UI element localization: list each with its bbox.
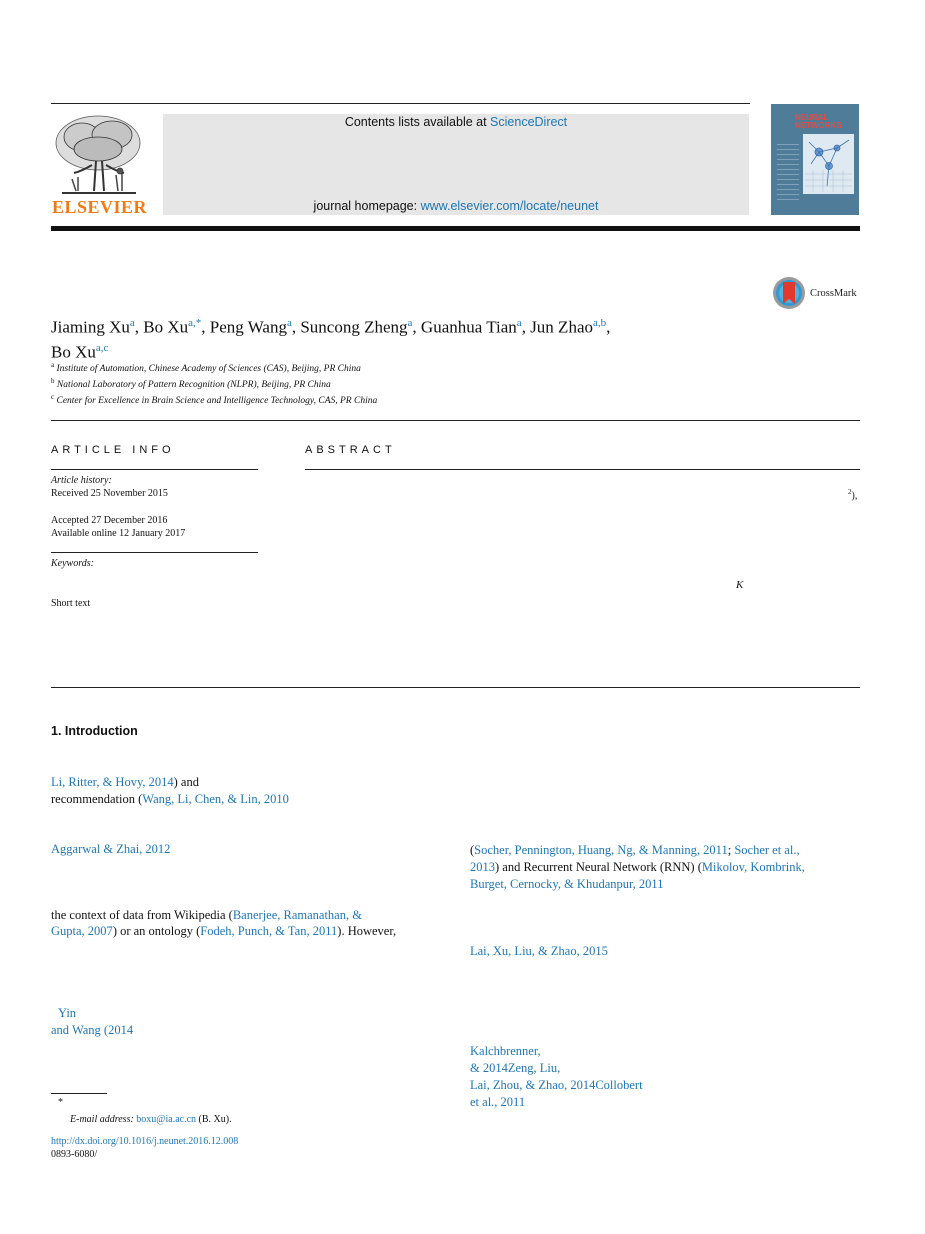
citation-link[interactable]: Lai, Xu, Liu, & Zhao, 2015 — [470, 944, 608, 958]
intro-line-4: the context of data from Wikipedia (Banerjee, Ramanathan, & — [51, 908, 362, 922]
citation-link[interactable]: and Wang (2014 — [51, 1023, 134, 1037]
citation-link[interactable]: Li, Ritter, & Hovy, 2014 — [51, 775, 174, 789]
contents-prefix: Contents lists available at — [344, 115, 491, 129]
right-line-1: (Socher, Pennington, Huang, Ng, & Manning, 2011; Socher et al., — [470, 843, 800, 857]
footnote-email: E-mail address: boxu@ia.ac.cn (B. Xu). — [70, 1114, 232, 1125]
author-name: Guanhua Tian — [420, 317, 517, 337]
citation-link[interactable]: Fodeh, Punch, & Tan, 2011 — [200, 924, 338, 938]
header-top-rule — [51, 103, 750, 104]
intro-line-3 — [51, 841, 170, 858]
abstract-k-symbol: K — [736, 579, 744, 591]
journal-homepage-link[interactable]: www.elsevier.com/locate/neunet — [420, 199, 599, 213]
journal-header-box — [163, 114, 749, 215]
crossmark-badge[interactable] — [772, 276, 862, 310]
intro-line-1: Li, Ritter, & Hovy, 2014) and — [51, 775, 199, 789]
affiliation-a: $^a$ Institute of Automation, Chinese Academy of Sciences (CAS), Beijing, PR China — [51, 361, 361, 375]
citation-link[interactable]: Gupta, 2007 — [51, 924, 113, 938]
citation-link[interactable]: Mikolov, Kombrink, — [701, 860, 805, 874]
author-name: Bo Xu — [51, 342, 96, 362]
crossmark-icon — [772, 276, 806, 310]
abstract-fragment: $^2$), — [848, 488, 858, 502]
doi-link[interactable]: http://dx.doi.org/10.1016/j.neunet.2016.12.008 — [51, 1136, 239, 1147]
citation-link[interactable]: Socher, Pennington, Huang, Ng, & Manning, 2011 — [474, 843, 728, 857]
right-line-7 — [470, 1077, 643, 1094]
citation-link[interactable]: Lai, Zhou, & Zhao, 2014Collobert — [470, 1078, 643, 1092]
journal-homepage-prefix: journal homepage: — [313, 199, 421, 213]
cover-illustration — [803, 134, 854, 194]
right-line-8 — [470, 1094, 525, 1111]
author-name: Jun Zhao — [530, 317, 593, 337]
sciencedirect-link[interactable]: ScienceDirect — [490, 115, 568, 129]
author-affil-sup[interactable]: a — [286, 317, 292, 329]
right-line-6 — [470, 1060, 560, 1077]
citation-link[interactable]: Wang, Li, Chen, & Lin, 2010 — [142, 792, 289, 806]
article-info-heading: ARTICLE INFO — [51, 444, 175, 456]
affiliation-rule — [51, 420, 860, 421]
author-affil-sup[interactable]: a,c — [95, 341, 109, 354]
author-affil-sup[interactable]: a — [516, 317, 522, 329]
keyword-item: Short text — [51, 598, 91, 609]
right-line-5 — [470, 1043, 541, 1060]
right-line-4 — [470, 943, 608, 960]
author-name: Suncong Zheng — [300, 317, 408, 337]
affiliation-b: $^b$ National Laboratory of Pattern Recognition (NLPR), Beijing, PR China — [51, 377, 331, 391]
intro-line-5: Gupta, 2007) or an ontology (Fodeh, Punch, & Tan, 2011). However, — [51, 924, 397, 938]
author-list: Jiaming Xu$^a$, Bo $Xu^{a,*}$, Peng Wang$^a$, Suncong Zheng$^a$, Guanhua Tian$^a$, Jun Zhao$^{a,b}$, Bo Xu$^{a,c}$ — [51, 317, 611, 362]
elsevier-wordmark: ELSEVIER — [52, 197, 148, 217]
contents-line — [163, 115, 749, 129]
cover-title: NEURAL NETWORKS — [795, 113, 842, 130]
citation-link[interactable]: Banerjee, Ramanathan, & — [232, 908, 362, 922]
author-affil-sup[interactable]: a — [407, 317, 413, 329]
citation-link[interactable]: Yin — [58, 1006, 77, 1020]
intro-line-2: recommendation (Wang, Li, Chen, & Lin, 2010 — [51, 792, 289, 806]
keywords-rule — [51, 552, 258, 553]
online-date: Available online 12 January 2017 — [51, 528, 186, 539]
footnote-rule — [51, 1093, 107, 1094]
author-name: Jiaming Xu — [51, 317, 130, 337]
article-info-rule — [51, 469, 258, 470]
keywords-label: Keywords: — [51, 558, 94, 569]
citation-link[interactable]: Aggarwal & Zhai, 2012 — [51, 842, 171, 856]
received-date: Received 25 November 2015 — [51, 488, 168, 499]
citation-link[interactable]: et al., 2011 — [470, 1095, 526, 1109]
author-affil-sup[interactable]: a,b — [592, 317, 607, 329]
intro-line-7 — [51, 1022, 133, 1039]
citation-link[interactable]: Burget, Cernocky, & Khudanpur, 2011 — [470, 877, 664, 891]
right-line-2: 2013) and Recurrent Neural Network (RNN) (Mikolov, Kombrink, — [470, 860, 805, 874]
author-affil-sup[interactable]: a — [129, 317, 135, 329]
crossmark-label: CrossMark — [810, 288, 857, 299]
affiliation-c: $^c$ Center for Excellence in Brain Science and Intelligence Technology, CAS, PR China — [51, 393, 378, 407]
issn-text: 0893-6080/ — [51, 1149, 98, 1160]
elsevier-tree-logo — [52, 113, 144, 197]
citation-link[interactable]: & 2014Zeng, Liu, — [470, 1061, 561, 1075]
introduction-heading: 1. Introduction — [51, 724, 138, 738]
abstract-bottom-rule — [51, 687, 860, 688]
author-name: Peng Wang — [209, 317, 287, 337]
journal-homepage-line — [163, 199, 749, 213]
citation-link[interactable]: Socher et al., — [734, 843, 800, 857]
author-affil-sup[interactable]: a,* — [188, 317, 202, 329]
abstract-rule — [305, 469, 860, 470]
cover-text-lines — [777, 144, 799, 204]
accepted-date: Accepted 27 December 2016 — [51, 515, 168, 526]
email-link[interactable]: boxu@ia.ac.cn — [136, 1114, 197, 1125]
citation-link[interactable]: Kalchbrenner, — [470, 1044, 541, 1058]
footnote-star: * — [58, 1097, 63, 1108]
header-bottom-rule — [51, 226, 860, 231]
citation-link[interactable]: 2013 — [470, 860, 495, 874]
abstract-heading: ABSTRACT — [305, 444, 396, 456]
neuron-illustration-icon — [803, 134, 854, 194]
journal-cover-image — [771, 104, 859, 215]
author-name: Bo Xu — [143, 317, 189, 337]
article-history-label: Article history: — [51, 475, 112, 486]
intro-line-6 — [58, 1005, 76, 1022]
right-line-3 — [470, 876, 663, 893]
